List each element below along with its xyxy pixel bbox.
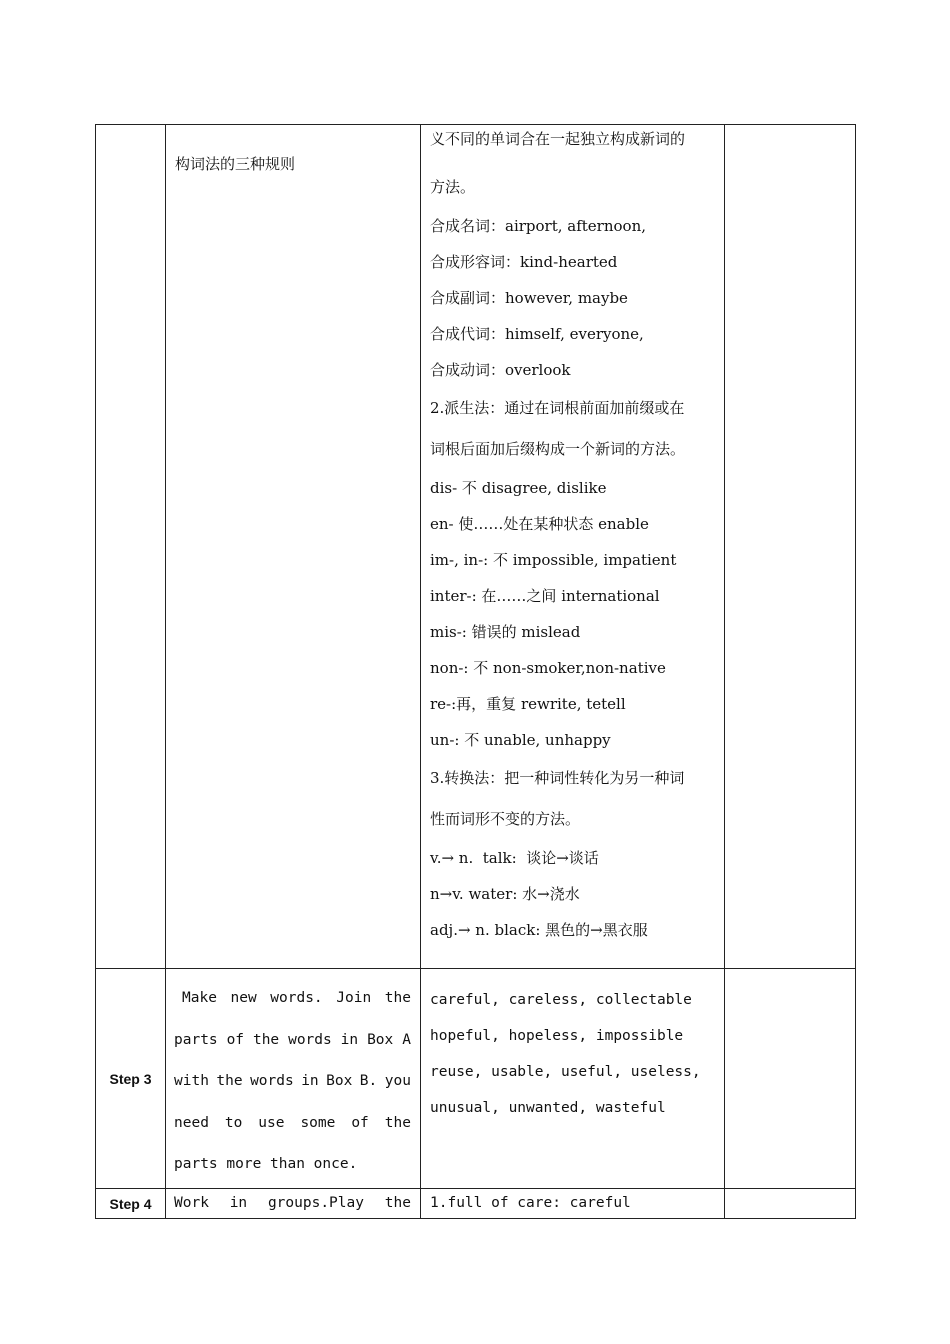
content-line: 词根后面加后缀构成一个新词的方法。 <box>430 440 686 458</box>
step-cell <box>96 1189 166 1219</box>
content-line: 合成动词：overlook <box>430 361 571 379</box>
step-label: Step 3 <box>109 1070 152 1087</box>
content-lines <box>421 125 724 948</box>
answer-line: 1.full of care: careful <box>430 1195 631 1211</box>
content-line: un-: 不 unable, unhappy <box>430 731 611 749</box>
description-word: need <box>174 1114 209 1131</box>
notes-cell <box>725 125 856 969</box>
description-word: the <box>252 1031 280 1048</box>
description-word: words. <box>270 990 323 1006</box>
notes-cell <box>725 1189 856 1219</box>
content-line: 义不同的单词合在一起独立构成新词的 <box>430 130 686 148</box>
answer-cell <box>421 1189 725 1219</box>
content-line: inter-: 在……之间 international <box>430 587 660 605</box>
answer-line: reuse, usable, useful, useless, <box>430 1064 701 1080</box>
description-word: A <box>402 1031 411 1048</box>
table-row <box>96 125 856 969</box>
step-cell <box>96 969 166 1189</box>
lesson-plan-table <box>95 124 856 1219</box>
description-word: some <box>300 1114 336 1131</box>
content-line: 合成名词：airport, afternoon, <box>430 217 646 235</box>
topic-cell <box>166 125 421 969</box>
description-word: B. <box>359 1073 378 1089</box>
description-word: of <box>351 1114 369 1131</box>
description-line <box>174 1144 411 1186</box>
description-word: in <box>340 1031 359 1048</box>
content-line: 2.派生法：通过在词根前面加前缀或在 <box>430 399 685 417</box>
description-word: use <box>258 1114 285 1131</box>
notes-cell <box>725 969 856 1189</box>
description-line <box>174 978 411 1020</box>
description-word: the <box>384 1195 411 1211</box>
description-cell <box>166 969 421 1189</box>
content-line: 合成代词：himself, everyone, <box>430 325 644 343</box>
answer-line: unusual, unwanted, wasteful <box>430 1100 666 1116</box>
description-word: the <box>384 1114 411 1131</box>
step-label: Step 4 <box>109 1195 152 1212</box>
step-description <box>166 969 420 1186</box>
answer-cell <box>421 969 725 1189</box>
description-line <box>174 1061 411 1103</box>
description-line <box>174 1189 411 1217</box>
description-word: in <box>229 1195 248 1211</box>
description-word: you <box>384 1073 411 1089</box>
description-cell <box>166 1189 421 1219</box>
step-cell <box>96 125 166 969</box>
description-line <box>174 1020 411 1062</box>
description-word: Join <box>336 990 372 1006</box>
description-word: Box <box>367 1031 394 1048</box>
description-word: words <box>250 1073 294 1089</box>
description-word: Box <box>326 1073 353 1089</box>
content-line: dis- 不 disagree, dislike <box>430 479 607 497</box>
table-row <box>96 969 856 1189</box>
description-word: new <box>230 990 257 1006</box>
answer-line: hopeful, hopeless, impossible <box>430 1028 684 1044</box>
description-word: parts <box>174 1031 218 1048</box>
description-word: the <box>216 1073 243 1089</box>
description-word: in <box>301 1073 319 1089</box>
description-word: words <box>288 1031 332 1048</box>
description-word: the <box>384 990 411 1006</box>
description-word: parts more than once. <box>174 1156 358 1172</box>
description-word: of <box>226 1031 245 1048</box>
content-line: im-, in-: 不 impossible, impatient <box>430 551 677 569</box>
step-description <box>166 1189 420 1217</box>
content-line: non-: 不 non-smoker,non-native <box>430 659 666 677</box>
description-word: Make <box>182 990 217 1006</box>
content-line: 性而词形不变的方法。 <box>430 810 581 828</box>
description-word: to <box>224 1114 243 1131</box>
answer-line: careful, careless, collectable <box>430 992 692 1008</box>
content-line: 3.转换法：把一种词性转化为另一种词 <box>430 769 685 787</box>
table-row <box>96 1189 856 1219</box>
description-line <box>174 1103 411 1145</box>
content-line: re-:再，重复 rewrite, tetell <box>430 695 626 713</box>
content-line: 合成副词：however, maybe <box>430 289 628 307</box>
content-line: 合成形容词：kind-hearted <box>430 253 618 271</box>
content-line: v.→ n. talk: 谈论→谈话 <box>430 849 599 867</box>
content-line: en- 使……处在某种状态 enable <box>430 515 649 533</box>
description-word: Work <box>174 1195 209 1211</box>
content-line: adj.→ n. black: 黑色的→黑衣服 <box>430 921 648 939</box>
description-word: with <box>174 1073 209 1089</box>
answer-lines <box>421 969 724 1126</box>
content-line: 方法。 <box>430 178 476 196</box>
topic-text: 构词法的三种规则 <box>175 155 296 173</box>
description-word: groups.Play <box>267 1195 364 1211</box>
content-cell <box>421 125 725 969</box>
content-line: mis-: 错误的 mislead <box>430 623 581 641</box>
content-line: n→v. water: 水→浇水 <box>430 885 580 903</box>
